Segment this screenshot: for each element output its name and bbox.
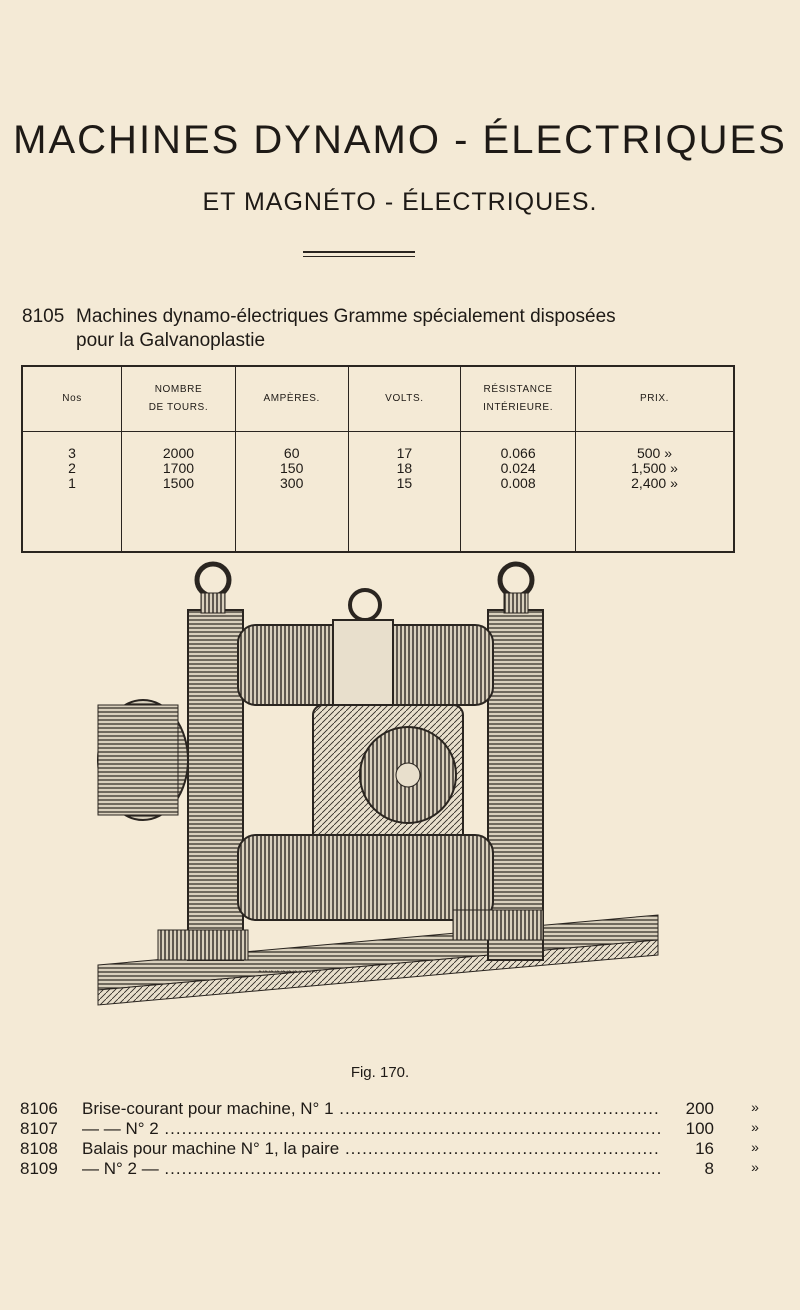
table-cell: 18 [396, 460, 413, 476]
item-code: 8107 [20, 1119, 58, 1138]
item-price: 16 [660, 1139, 714, 1159]
list-item [20, 1119, 790, 1139]
armature [313, 705, 463, 845]
col-header-resistance-l1: RÉSISTANCE [483, 384, 553, 395]
col-num [22, 432, 122, 553]
left-frame [188, 564, 243, 960]
item-cents: » [751, 1119, 759, 1135]
pulley [98, 700, 188, 820]
price-list [20, 1099, 790, 1179]
item-description: Machines dynamo-électriques Gramme spécialement disposées [76, 306, 616, 327]
item-desc: Balais pour machine N° 1, la paire ..... [82, 1139, 687, 1159]
table-cell: 17 [396, 445, 413, 461]
page-title: MACHINES DYNAMO - ÉLECTRIQUES [13, 118, 787, 162]
item-code: 8106 [20, 1099, 58, 1118]
table-cell: 15 [396, 475, 413, 491]
table-cell: 60 [283, 445, 300, 461]
table-cell: 3 [68, 445, 76, 461]
right-foot [453, 910, 543, 940]
item-heading [22, 305, 762, 353]
spec-body [22, 432, 734, 553]
table-cell: 300 [280, 475, 304, 491]
item-desc: — N° 2 — ..... [82, 1159, 687, 1179]
col-header-resistance [461, 366, 576, 432]
item-code: 8108 [20, 1139, 58, 1158]
list-item [20, 1099, 790, 1119]
item-desc: — — N° 2 ..... [82, 1119, 687, 1139]
col-header-tours-l1: NOMBRE [154, 384, 203, 395]
table-cell: 2,400 » [631, 475, 678, 491]
item-cents: » [751, 1099, 759, 1115]
table-cell: 1 [68, 475, 76, 491]
left-foot [158, 930, 248, 960]
table-cell: 1700 [162, 460, 195, 476]
col-volts [348, 432, 461, 553]
item-number: 8105 [22, 306, 65, 327]
col-header-prix: PRIX. [576, 366, 734, 432]
table-cell: 1,500 » [631, 460, 678, 476]
col-resistance [461, 432, 576, 553]
right-frame [488, 564, 543, 960]
col-header-amperes: AMPÈRES. [235, 366, 348, 432]
table-cell: 0.008 [500, 475, 536, 491]
col-prix [576, 432, 734, 553]
engraver-signature: ~~~~~~~~~~ [258, 966, 318, 978]
list-item [20, 1159, 790, 1179]
spec-header-row [22, 366, 734, 432]
item-code: 8109 [20, 1159, 58, 1178]
col-tours [122, 432, 236, 553]
item-price: 100 [660, 1119, 714, 1139]
title-rule-thick [303, 251, 415, 253]
lower-coil [238, 835, 493, 920]
table-cell: 150 [280, 460, 304, 476]
table-cell: 500 » [636, 445, 673, 461]
item-price: 200 [660, 1099, 714, 1119]
table-cell: 1500 [162, 475, 195, 491]
item-cents: » [751, 1139, 759, 1155]
dynamo-machine-illustration [88, 555, 668, 1060]
list-item [20, 1139, 790, 1159]
col-header-tours [122, 366, 236, 432]
page-subtitle: ET MAGNÉTO - ÉLECTRIQUES. [202, 188, 598, 216]
table-cell: 0.024 [500, 460, 536, 476]
item-desc: Brise-courant pour machine, N° 1 ..... [82, 1099, 687, 1119]
table-cell: 2000 [162, 445, 195, 461]
col-header-volts: VOLTS. [348, 366, 461, 432]
spec-table [21, 365, 735, 553]
table-cell: 2 [68, 460, 76, 476]
title-rule-thin [303, 256, 415, 257]
col-header-resistance-l2: INTÉRIEURE. [483, 402, 554, 413]
item-cents: » [751, 1159, 759, 1175]
table-cell: 0.066 [500, 445, 536, 461]
col-header-num: Nos [22, 366, 122, 432]
col-header-tours-l2: DE TOURS. [148, 402, 209, 413]
col-amperes [235, 432, 348, 553]
item-price: 8 [660, 1159, 714, 1179]
item-description-cont: pour la Galvanoplastie [76, 330, 266, 351]
figure-caption: Fig. 170. [350, 1064, 410, 1081]
